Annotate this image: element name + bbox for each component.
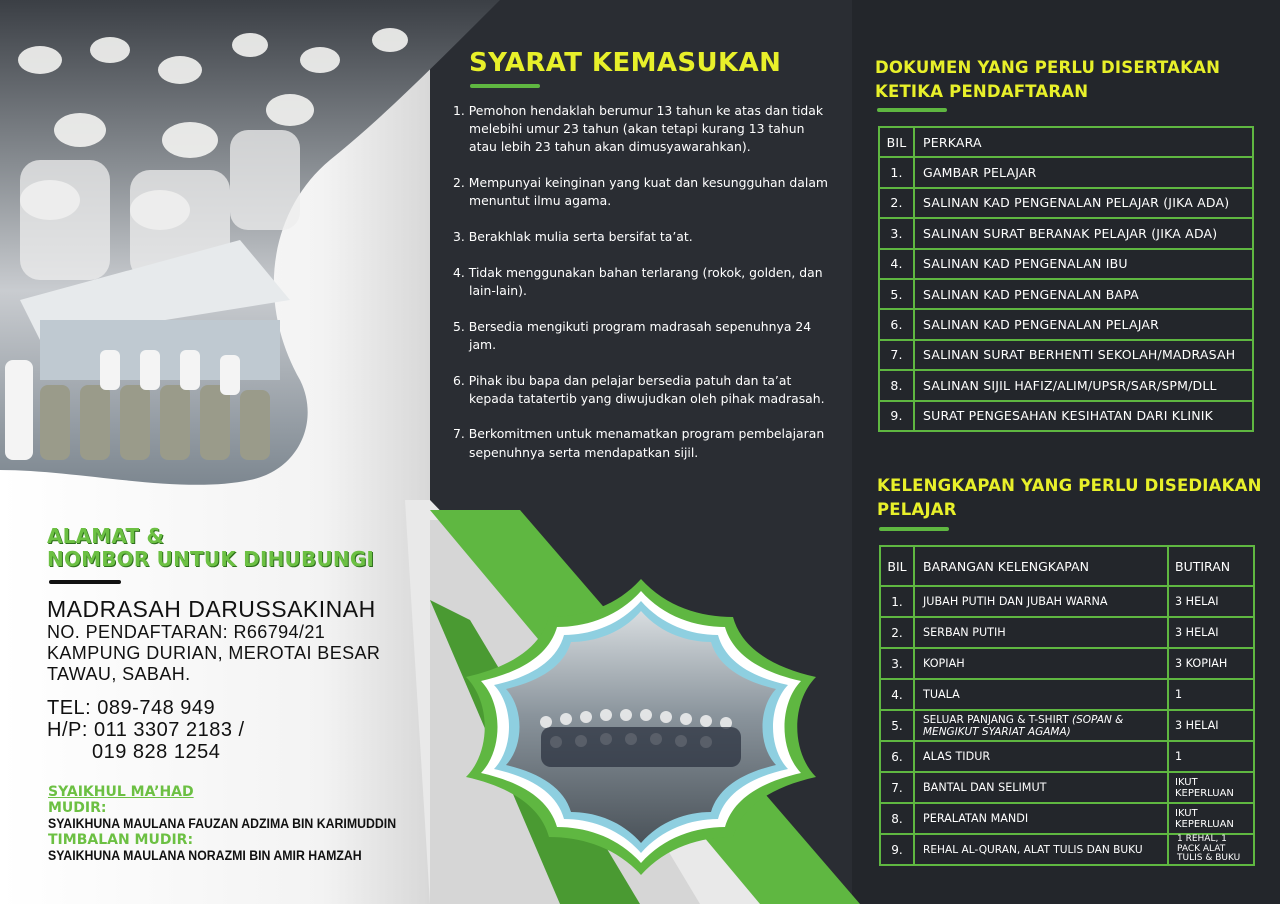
row-item: KOPIAH: [914, 648, 1168, 679]
staff-section: [48, 784, 428, 864]
table-row: [879, 218, 1253, 248]
staff-mudir-name: SYAIKHUNA MAULANA FAUZAN ADZIMA BIN KARIMUDDIN: [48, 816, 397, 831]
requirement-item: 5. Bersedia mengikuti program madrasah sepenuhnya 24 jam.: [453, 318, 812, 352]
row-detail: IKUT KEPERLUAN: [1168, 772, 1254, 803]
row-number: 6.: [880, 741, 914, 772]
column-header: BIL: [879, 127, 914, 157]
row-item: [914, 710, 1168, 741]
row-number: 3.: [880, 648, 914, 679]
documents-title-line1: DOKUMEN YANG PERLU DISERTAKAN: [875, 58, 1221, 77]
table-row: [879, 157, 1253, 187]
row-number: 2.: [879, 188, 914, 218]
row-detail: 1: [1168, 741, 1254, 772]
madrasah-name: MADRASAH DARUSSAKINAH: [47, 596, 376, 622]
row-number: 7.: [880, 772, 914, 803]
row-detail: 1: [1168, 679, 1254, 710]
column-header: BIL: [880, 546, 914, 586]
documents-title-line2: KETIKA PENDAFTARAN: [875, 82, 1089, 101]
table-row: [879, 188, 1253, 218]
row-number: 9.: [880, 834, 914, 865]
row-detail: IKUT KEPERLUAN: [1168, 803, 1254, 834]
row-number: 4.: [880, 679, 914, 710]
row-detail: 3 HELAI: [1168, 710, 1254, 741]
row-detail: 1 REHAL, 1 PACK ALAT TULIS & BUKU: [1168, 834, 1254, 865]
table-row: [880, 617, 1254, 648]
equipment-title-line2: PELAJAR: [877, 500, 957, 519]
row-item: SALINAN KAD PENGENALAN BAPA: [914, 279, 1253, 309]
documents-title: [875, 56, 1220, 104]
row-item: SALINAN SIJIL HAFIZ/ALIM/UPSR/SAR/SPM/DLL: [914, 370, 1253, 400]
table-header-row: [879, 127, 1253, 157]
row-item-italic-note: (SOPAN & MENGIKUT SYARIAT AGAMA): [923, 713, 1124, 738]
row-item: SALINAN SURAT BERANAK PELAJAR (JIKA ADA): [914, 218, 1253, 248]
staff-role-mudir: MUDIR:: [48, 800, 107, 816]
requirement-item: 3. Berakhlak mulia serta bersifat ta’at.: [453, 229, 693, 245]
handphone-line2: 019 828 1254: [92, 741, 221, 763]
requirements-title-underline: [470, 84, 540, 88]
table-row: [879, 309, 1253, 339]
row-number: 1.: [879, 157, 914, 187]
row-number: 3.: [879, 218, 914, 248]
row-item: SALINAN KAD PENGENALAN IBU: [914, 249, 1253, 279]
contact-heading-line2: NOMBOR UNTUK DIHUBUNGI: [47, 547, 375, 571]
row-number: 5.: [880, 710, 914, 741]
handphone-line1: H/P: 011 3307 2183 /: [47, 719, 245, 741]
row-item: SALINAN KAD PENGENALAN PELAJAR: [914, 309, 1253, 339]
requirement-item: 2. Mempunyai keinginan yang kuat dan kesungguhan dalam menuntut ilmu agama.: [453, 175, 828, 209]
row-number: 9.: [879, 401, 914, 431]
contact-section: [47, 525, 427, 763]
row-item: REHAL AL-QURAN, ALAT TULIS DAN BUKU: [914, 834, 1168, 865]
table-row: [879, 279, 1253, 309]
table-row: [880, 741, 1254, 772]
row-number: 1.: [880, 586, 914, 617]
row-item: TUALA: [914, 679, 1168, 710]
phone-block: [47, 697, 427, 763]
table-header-row: [880, 546, 1254, 586]
row-number: 8.: [880, 803, 914, 834]
row-item-text: SELUAR PANJANG & T-SHIRT: [923, 713, 1072, 726]
column-header: BUTIRAN: [1168, 546, 1254, 586]
row-item: GAMBAR PELAJAR: [914, 157, 1253, 187]
table-row: [879, 370, 1253, 400]
table-row: [880, 648, 1254, 679]
address-line1: KAMPUNG DURIAN, MEROTAI BESAR: [47, 643, 381, 663]
telephone: TEL: 089-748 949: [47, 697, 216, 719]
staff-role-timbalan-mudir: TIMBALAN MUDIR:: [48, 832, 194, 848]
row-number: 5.: [879, 279, 914, 309]
table-row: [879, 340, 1253, 370]
equipment-table: [879, 545, 1255, 866]
staff-role-syaikhul-mahad: SYAIKHUL MA’HAD: [48, 784, 194, 800]
registration-number: NO. PENDAFTARAN: R66794/21: [47, 622, 326, 642]
equipment-title: [877, 474, 1262, 522]
row-item: SALINAN SURAT BERHENTI SEKOLAH/MADRASAH: [914, 340, 1253, 370]
row-item: SERBAN PUTIH: [914, 617, 1168, 648]
requirement-item: 4. Tidak menggunakan bahan terlarang (rokok, golden, dan lain-lain).: [453, 264, 823, 298]
staff-timbalan-mudir-name: SYAIKHUNA MAULANA NORAZMI BIN AMIR HAMZAH: [48, 848, 362, 863]
table-row: [879, 401, 1253, 431]
table-row: [880, 710, 1254, 741]
column-header: PERKARA: [914, 127, 1253, 157]
table-row: [880, 772, 1254, 803]
row-item: SALINAN KAD PENGENALAN PELAJAR (JIKA ADA): [914, 188, 1253, 218]
equipment-title-line1: KELENGKAPAN YANG PERLU DISEDIAKAN: [877, 476, 1262, 495]
table-row: [880, 586, 1254, 617]
address-line2: TAWAU, SABAH.: [47, 664, 191, 684]
row-number: 6.: [879, 309, 914, 339]
row-detail: 3 KOPIAH: [1168, 648, 1254, 679]
table-row: [880, 679, 1254, 710]
row-number: 8.: [879, 370, 914, 400]
row-item: PERALATAN MANDI: [914, 803, 1168, 834]
table-row: [879, 249, 1253, 279]
table-row: [880, 834, 1254, 865]
row-item: JUBAH PUTIH DAN JUBAH WARNA: [914, 586, 1168, 617]
equipment-title-underline: [879, 527, 949, 531]
documents-title-underline: [877, 108, 947, 112]
row-detail: 3 HELAI: [1168, 586, 1254, 617]
contact-heading-line1: ALAMAT &: [47, 524, 165, 548]
row-number: 4.: [879, 249, 914, 279]
row-number: 7.: [879, 340, 914, 370]
row-item: SURAT PENGESAHAN KESIHATAN DARI KLINIK: [914, 401, 1253, 431]
contact-heading-underline: [49, 580, 121, 584]
documents-table: [878, 126, 1254, 432]
column-header: BARANGAN KELENGKAPAN: [914, 546, 1168, 586]
requirement-item: 7. Berkomitmen untuk menamatkan program pembelajaran sepenuhnya serta mendapatkan sijil.: [453, 426, 825, 460]
row-number: 2.: [880, 617, 914, 648]
requirements-title: SYARAT KEMASUKAN: [469, 48, 782, 78]
row-item: ALAS TIDUR: [914, 741, 1168, 772]
row-detail: 3 HELAI: [1168, 617, 1254, 648]
row-item: BANTAL DAN SELIMUT: [914, 772, 1168, 803]
table-row: [880, 803, 1254, 834]
requirement-item: 6. Pihak ibu bapa dan pelajar bersedia patuh dan ta’at kepada tatatertib yang diwujudkan oleh pihak madrasah.: [453, 372, 825, 406]
requirements-list: [453, 102, 833, 479]
requirement-item: 1. Pemohon hendaklah berumur 13 tahun ke atas dan tidak melebihi umur 23 tahun (akan tetapi kurang 13 tahun atau lebih 23 tahun akan dimusyawarahkan).: [453, 103, 824, 155]
